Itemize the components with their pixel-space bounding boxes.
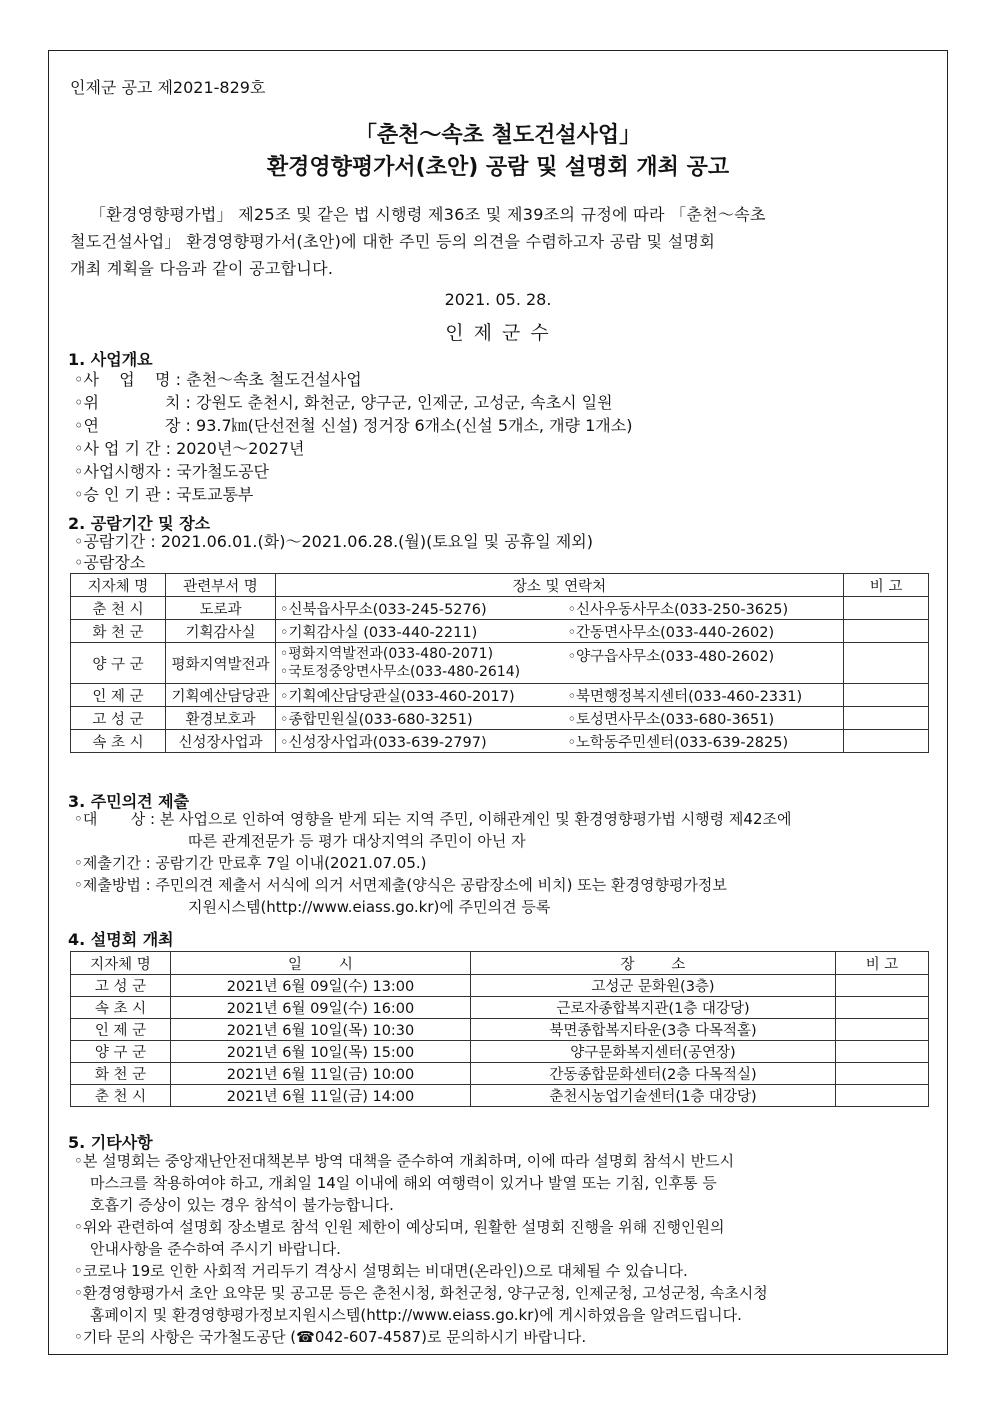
table-header-row xyxy=(71,574,929,597)
region-cell: 속 초 시 xyxy=(71,997,171,1019)
item-label: ◦사업시행자 : xyxy=(74,462,177,481)
table-row xyxy=(71,1063,929,1085)
note-cell xyxy=(844,643,929,684)
viewing-place-label: ◦공람장소 xyxy=(74,553,146,572)
issuer: 인 제 군 수 xyxy=(445,322,551,344)
dept-cell: 기획감사실 xyxy=(166,620,276,643)
place-cell: ◦토성면사무소(033-680-3651) xyxy=(564,707,844,730)
note-cell xyxy=(844,597,929,620)
place-cell xyxy=(276,643,564,684)
viewing-places-table xyxy=(70,573,929,753)
table-row xyxy=(71,1019,929,1041)
table-row xyxy=(71,620,929,643)
table-row xyxy=(71,684,929,707)
table-row xyxy=(71,1085,929,1107)
dept-cell: 평화지역발전과 xyxy=(166,643,276,684)
region-cell: 춘 천 시 xyxy=(71,1085,171,1107)
venue-cell: 근로자종합복지관(1층 대강당) xyxy=(471,997,836,1019)
column-header: 일 시 xyxy=(171,952,471,975)
intro-line-1: 「환경영향평가법」 제25조 및 같은 법 시행령 제36조 및 제39조의 규정에 따라 「춘천～속초 xyxy=(90,205,766,224)
notice-date: 2021. 05. 28. xyxy=(444,290,552,309)
opinion-target xyxy=(74,810,792,829)
opinion-target-cont: 따른 관계전문가 등 평가 대상지역의 주민이 아닌 자 xyxy=(188,832,526,850)
table-row xyxy=(71,997,929,1019)
column-header: 관련부서 명 xyxy=(166,574,276,597)
section-5-heading: 5. 기타사항 xyxy=(68,1133,153,1152)
section-1-item xyxy=(74,416,632,436)
datetime-cell: 2021년 6월 10일(목) 10:30 xyxy=(171,1019,471,1041)
datetime-cell: 2021년 6월 11일(금) 14:00 xyxy=(171,1085,471,1107)
table-header-row xyxy=(71,952,929,975)
table-row xyxy=(71,975,929,997)
item-label: ◦승 인 기 관 : xyxy=(74,485,177,504)
item-value: 춘천～속초 철도건설사업 xyxy=(186,370,362,389)
note-cell xyxy=(836,1085,929,1107)
column-header: 장소 및 연락처 xyxy=(276,574,844,597)
other-note-line: ◦환경영향평가서 초안 요약문 및 공고문 등은 춘천시청, 화천군청, 양구군청, 인제군청, 고성군청, 속초시청 xyxy=(74,1284,768,1302)
region-cell: 춘 천 시 xyxy=(71,597,166,620)
opinion-method xyxy=(74,876,727,895)
table-row xyxy=(71,707,929,730)
section-1-item xyxy=(74,370,362,390)
note-cell xyxy=(844,620,929,643)
title-line-1: 「춘천～속초 철도건설사업」 xyxy=(354,123,642,148)
other-note-line: ◦위와 관련하여 설명회 장소별로 참석 인원 제한이 예상되며, 원활한 설명회 진행을 위해 진행인원의 xyxy=(74,1218,725,1236)
place-cell: ◦양구읍사무소(033-480-2602) xyxy=(564,643,844,684)
item-value: 93.7㎞(단선전철 신설) 정거장 6개소(신설 5개소, 개량 1개소) xyxy=(196,416,633,435)
region-cell: 인 제 군 xyxy=(71,684,166,707)
briefing-schedule-table xyxy=(70,951,929,1107)
method-label: ◦제출방법 : xyxy=(74,876,156,894)
method-text: 주민의견 제출서 서식에 의거 서면제출(양식은 공람장소에 비치) 또는 환경영향평가정보 xyxy=(155,876,727,894)
other-note-line: ◦기타 문의 사항은 국가철도공단 (☎042-607-4587)로 문의하시기 바랍니다. xyxy=(74,1328,587,1346)
section-2-heading: 2. 공람기간 및 장소 xyxy=(68,514,211,533)
note-cell xyxy=(836,1041,929,1063)
target-label: ◦대 상 : xyxy=(74,810,160,828)
other-note-line: ◦코로나 19로 인한 사회적 거리두기 격상시 설명회는 비대면(온라인)으로 대체될 수 있습니다. xyxy=(74,1262,688,1280)
other-note-line: 안내사항을 준수하여 주시기 바랍니다. xyxy=(90,1240,341,1258)
place-line: ◦국토정중앙면사무소(033-480-2614) xyxy=(280,664,521,680)
note-cell xyxy=(836,975,929,997)
place-cell: ◦북면행정복지센터(033-460-2331) xyxy=(564,684,844,707)
other-note-line: 홈페이지 및 환경영향평가정보지원시스템(http://www.eiass.go.kr)에 게시하였음을 알려드립니다. xyxy=(90,1306,742,1324)
table-row xyxy=(71,597,929,620)
datetime-cell: 2021년 6월 11일(금) 10:00 xyxy=(171,1063,471,1085)
venue-cell: 북면종합복지타운(3층 다목적홀) xyxy=(471,1019,836,1041)
section-1-heading: 1. 사업개요 xyxy=(68,350,153,369)
region-cell: 속 초 시 xyxy=(71,730,166,753)
section-1-item xyxy=(74,485,253,505)
note-cell xyxy=(836,1063,929,1085)
viewing-period: ◦공람기간 : 2021.06.01.(화)～2021.06.28.(월)(토요일 및 공휴일 제외) xyxy=(74,532,593,551)
datetime-cell: 2021년 6월 09일(수) 16:00 xyxy=(171,997,471,1019)
region-cell: 양 구 군 xyxy=(71,1041,171,1063)
place-cell: ◦종합민원실(033-680-3251) xyxy=(276,707,564,730)
datetime-cell: 2021년 6월 09일(수) 13:00 xyxy=(171,975,471,997)
venue-cell: 고성군 문화원(3층) xyxy=(471,975,836,997)
section-1-item xyxy=(74,462,269,482)
other-note-line: 마스크를 착용하여야 하고, 개최일 14일 이내에 해외 여행력이 있거나 발열 또는 기침, 인후통 등 xyxy=(90,1174,717,1192)
item-value: 강원도 춘천시, 화천군, 양구군, 인제군, 고성군, 속초시 일원 xyxy=(196,393,613,412)
place-cell: ◦기획예산담당관실(033-460-2017) xyxy=(276,684,564,707)
dept-cell: 기획예산담당관 xyxy=(166,684,276,707)
intro-line-2: 철도건설사업」 환경영향평가서(초안)에 대한 주민 등의 의견을 수렴하고자 공람 및 설명회 xyxy=(70,232,716,251)
other-note-line: ◦본 설명회는 중앙재난안전대책본부 방역 대책을 준수하여 개최하며, 이에 따라 설명회 참석시 반드시 xyxy=(74,1152,735,1170)
place-cell: ◦신북읍사무소(033-245-5276) xyxy=(276,597,564,620)
region-cell: 인 제 군 xyxy=(71,1019,171,1041)
place-cell: ◦노학동주민센터(033-639-2825) xyxy=(564,730,844,753)
table-row xyxy=(71,1041,929,1063)
place-cell: ◦기획감사실 (033-440-2211) xyxy=(276,620,564,643)
item-label: ◦위 치 : xyxy=(74,393,197,412)
place-cell: ◦신성장사업과(033-639-2797) xyxy=(276,730,564,753)
note-cell xyxy=(844,707,929,730)
opinion-method-cont: 지원시스템(http://www.eiass.go.kr)에 주민의견 등록 xyxy=(188,898,551,916)
venue-cell: 간동종합문화센터(2층 다목적실) xyxy=(471,1063,836,1085)
item-label: ◦사 업 명 : xyxy=(74,370,187,389)
datetime-cell: 2021년 6월 10일(목) 15:00 xyxy=(171,1041,471,1063)
note-cell xyxy=(836,1019,929,1041)
venue-cell: 춘천시농업기술센터(1층 대강당) xyxy=(471,1085,836,1107)
column-header: 지자체 명 xyxy=(71,574,166,597)
dept-cell: 환경보호과 xyxy=(166,707,276,730)
region-cell: 고 성 군 xyxy=(71,975,171,997)
section-4-heading: 4. 설명회 개최 xyxy=(68,930,174,949)
item-label: ◦사 업 기 간 : xyxy=(74,439,177,458)
note-cell xyxy=(844,730,929,753)
note-cell xyxy=(836,997,929,1019)
item-value: 2020년～2027년 xyxy=(176,439,305,458)
other-note-line: 호흡기 증상이 있는 경우 참석이 불가능합니다. xyxy=(90,1196,394,1214)
region-cell: 양 구 군 xyxy=(71,643,166,684)
opinion-deadline: ◦제출기간 : 공람기간 만료후 7일 이내(2021.07.05.) xyxy=(74,854,427,872)
place-line: ◦평화지역발전과(033-480-2071) xyxy=(280,646,494,662)
notice-number: 인제군 공고 제2021-829호 xyxy=(70,78,266,97)
note-cell xyxy=(844,684,929,707)
region-cell: 고 성 군 xyxy=(71,707,166,730)
section-1-item xyxy=(74,393,613,413)
title-line-2: 환경영향평가서(초안) 공람 및 설명회 개최 공고 xyxy=(266,155,730,180)
table-row xyxy=(71,730,929,753)
intro-line-3: 개최 계획을 다음과 같이 공고합니다. xyxy=(70,259,334,278)
region-cell: 화 천 군 xyxy=(71,620,166,643)
place-cell: ◦신사우동사무소(033-250-3625) xyxy=(564,597,844,620)
dept-cell: 도로과 xyxy=(166,597,276,620)
item-label: ◦연 장 : xyxy=(74,416,197,435)
item-value: 국토교통부 xyxy=(176,485,254,504)
target-text: 본 사업으로 인하여 영향을 받게 되는 지역 주민, 이해관계인 및 환경영향평가법 시행령 제42조에 xyxy=(159,810,792,828)
section-3-heading: 3. 주민의견 제출 xyxy=(68,792,190,811)
column-header: 비 고 xyxy=(836,952,929,975)
section-1-item xyxy=(74,439,304,459)
column-header: 지자체 명 xyxy=(71,952,171,975)
column-header: 비 고 xyxy=(844,574,929,597)
column-header: 장 소 xyxy=(471,952,836,975)
place-cell: ◦간동면사무소(033-440-2602) xyxy=(564,620,844,643)
dept-cell: 신성장사업과 xyxy=(166,730,276,753)
item-value: 국가철도공단 xyxy=(176,462,270,481)
region-cell: 화 천 군 xyxy=(71,1063,171,1085)
venue-cell: 양구문화복지센터(공연장) xyxy=(471,1041,836,1063)
table-row xyxy=(71,643,929,684)
